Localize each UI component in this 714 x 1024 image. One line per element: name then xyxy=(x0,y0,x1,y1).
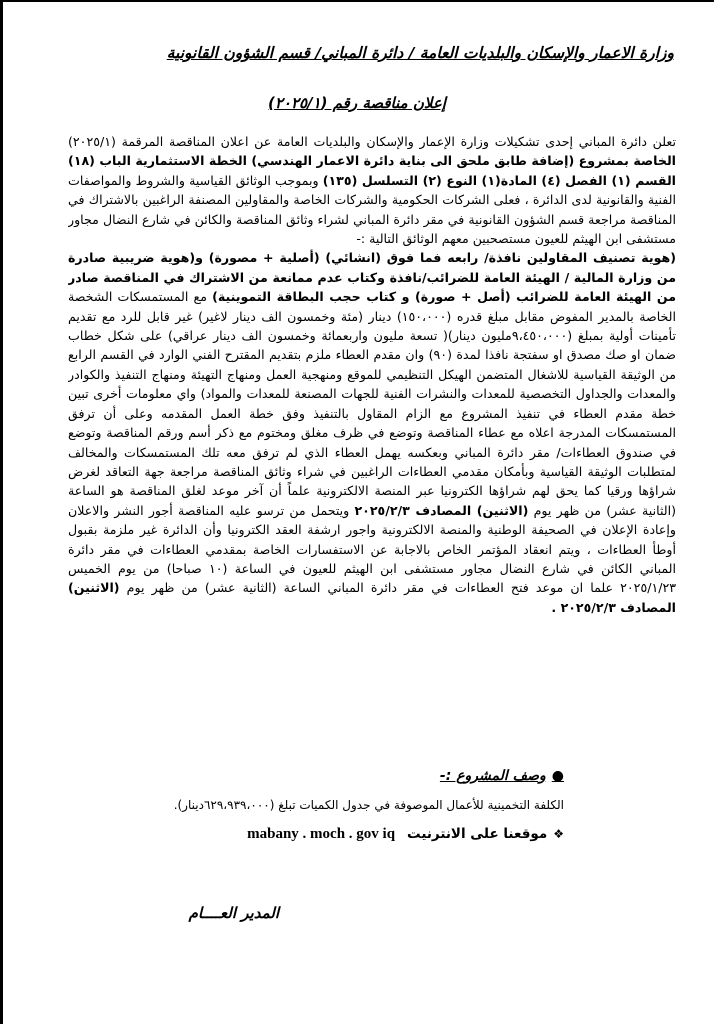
estimated-cost: الكلفة التخمينية للأعمال الموصوفة في جدول الكميات تبلغ (٦٢٩،٩٣٩،٠٠٠دينار). xyxy=(173,798,564,812)
website-url[interactable]: mabany . moch . gov iq xyxy=(247,826,396,842)
opening-date: (الاثنين) المصادف ٢٠٢٥/٢/٣ . xyxy=(68,580,676,615)
ministry-header: وزارة الاعمار والإسكان والبلديات العامة / دائرة المباني/ قسم الشؤون القانونية xyxy=(166,44,674,62)
intro-text: تعلن دائرة المباني إحدى تشكيلات وزارة الإعمار والإسكان والبلديات العامة عن اعلان المناقصة المرقمة (٢٠٢٥/١) xyxy=(68,134,676,149)
required-documents: (هوية تصنيف المقاولين نافذة/ رابعه فما فوق (انشائي) (أصلية + مصورة) و(هوية ضريبية صادرة من وزارة المالية / الهيئة العامة للضرائب/نافذة وكتاب عدم ممانعة من الاشتراك في المناقصة صادر من الهيئة العامة للضرائب (أصل + صورة) و كتاب حجب البطاقة التموينية) xyxy=(68,250,676,305)
diamond-bullet-icon: ❖ xyxy=(553,827,564,841)
bullet-icon: ● xyxy=(551,768,564,784)
publication-terms: ويتحمل من ترسو عليه المناقصة أجور النشر والاعلان وإعادة الإعلان في الصحيفة الوطنية والمنصة الالكترونية واجور ارشفة العقد الكترونيا وأن الدائرة غير ملزمة بقبول أوطأ العطاءات ، ويتم انعقاد المؤتمر الخاص بالاجابة عن الاستفسارات الخاصة بمقدمي العطاءات في مقر دائرة المباني الكائن في شارع النضال مجاور مستشفى ابن الهيثم للعيون في الساعة (١٠ صباحا) من يوم الخميس ٢٠٢٥/١/٢٣ علما ان موعد فتح العطاءات في مقر دائرة المباني الساعة (الثانية عشر) من ظهر يوم xyxy=(68,502,676,596)
closing-date: (الاثنين) المصادف ٢٠٢٥/٢/٣ xyxy=(354,502,529,518)
conditions-text: مع المستمسكات الشخصة الخاصة بالمدير المفوض مقابل مبلغ قدره (١٥٠،٠٠٠) دينار (مئة وخمسون الف دينار لاغير) غير قابل للرد مع تقديم تأمينات أولية بمبلغ (٩،٤٥٠،٠٠٠مليون دينار)( تسعة مليون واربعمائة وخمسون الف دينار عراقي) على شكل خطاب ضمان او صك مصدق او سفتجة نافذا لمدة (٩٠) وان مقدم العطاء ملزم بتقديم المقترح الفني الوارد في القسم الرابع من الوثيقة القياسية للاشغال المتضمن الهيكل التنظيمي للموقع ومنهجية العمل ومنهاج التهيئة ومنهاج التنفيذ والكوادر والمعدات والجداول التخصصية للمعدات والنشرات الفنية للجهات المصنعة للمعدات والمواد) واي معلومات أخرى تبين خطة مقدم العطاء في تنفيذ المشروع مع الزام المقاول بالتنفيذ وفق خطة العمل المقدمه وعلى أن ترفق المستمسكات المدرجة اعلاه مع عطاء المناقصة وتوضع في ظرف مغلق ومختوم مع ذكر أسم ورقم المناقصة وتوضع في صندوق العطاءات/ مقر دائرة المباني وبعكسه يهمل العطاء الذي لم ترفق معه تلك المستمسكات والمخالف لمتطلبات الوثيقة القياسية وبأمكان مقدمي العطاءات الراغبين في شراء وثائق المناقصة مراجعة جهة التعاقد لغرض شراؤها ورقيا كما يحق لهم شراؤها الكترونيا عبر المنصة الالكترونية علماً أن آخر موعد لغلق المناقصة هو الساعة (الثانية عشر) من ظهر يوم xyxy=(68,289,676,518)
project-description-heading: ●وصف المشروع :- xyxy=(439,768,564,784)
announcement-body xyxy=(68,132,676,760)
signature-title: المدير العــــام xyxy=(188,904,279,922)
intro-continuation: وبموجب الوثائق القياسية والشروط والمواصفات الفنية والقانونية لدى الدائرة ، فعلى الشركات الحكومية والشركات الخاصة والمقاولين المصنفة الراغبين بالاشتراك في المناقصة مراجعة قسم الشؤون القانونية في مقر دائرة المباني لشراء وثائق المناقصة والكائن في شارع النضال مجاور مستشفى ابن الهيثم للعيون مستصحبين معهم الوثائق التالية :- xyxy=(68,172,676,247)
notice-title: إعلان مناقصة رقم (٢٠٢٥/١) xyxy=(268,94,446,112)
project-name: الخاصة بمشروع (إضافة طابق ملحق الى بناية دائرة الاعمار الهندسي) الخطة الاستثمارية الباب (١٨) القسم (١) الفصل (٤) المادة(١) النوع (٢) التسلسل (١٣٥) xyxy=(68,153,676,188)
website-line xyxy=(104,826,564,843)
website-label: موقعنا على الانترنيت xyxy=(407,826,548,842)
